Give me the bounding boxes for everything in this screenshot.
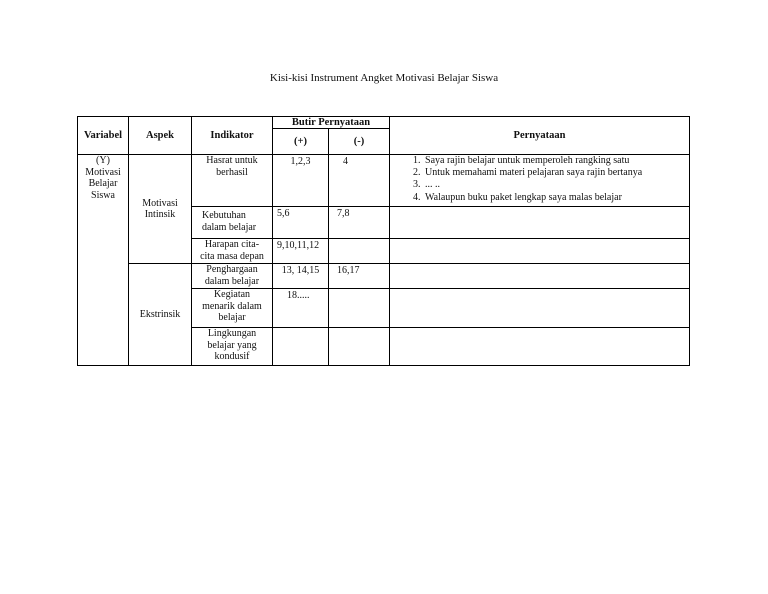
negative-value — [329, 289, 389, 290]
aspek-intrinsik: Motivasi Intinsik — [129, 155, 192, 264]
positive-value: 18..... — [287, 290, 310, 301]
statement-item: 1. Saya rajin belajar untuk memperoleh rangking satu — [423, 155, 689, 167]
statements-cell — [390, 207, 690, 239]
negative-cell — [329, 207, 390, 239]
negative-cell — [329, 239, 390, 264]
positive-value — [273, 328, 328, 329]
indikator-text: Harapan cita-cita masa depan — [200, 239, 264, 262]
positive-cell — [273, 264, 329, 289]
statements-cell — [390, 239, 690, 264]
variabel-cell: (Y) Motivasi Belajar Siswa — [78, 155, 129, 366]
positive-value: 1,2,3 — [290, 156, 311, 167]
statement-item: 4. Walaupun buku paket lengkap saya malas belajar — [423, 192, 689, 204]
indikator-text: Penghargaan dalam belajar — [204, 264, 260, 287]
indikator-cell — [192, 207, 273, 239]
negative-cell — [329, 264, 390, 289]
positive-cell — [273, 155, 329, 207]
negative-cell — [329, 289, 390, 328]
indikator-cell — [192, 155, 273, 207]
negative-cell — [329, 155, 390, 207]
header-butir-pernyataan: Butir Pernyataan — [273, 117, 390, 129]
statement-item: 2. Untuk memahami materi pelajaran saya rajin bertanya — [423, 167, 689, 179]
positive-value: 9,10,11,12 — [277, 240, 320, 251]
positive-value: 5,6 — [277, 208, 290, 219]
indikator-text: Hasrat untuk berhasil — [206, 155, 258, 178]
header-positive: (+) — [273, 129, 329, 155]
negative-value — [329, 239, 389, 240]
instrument-grid-table — [77, 116, 690, 366]
positive-cell — [273, 239, 329, 264]
indikator-text: Kegiatan menarik dalam belajar — [202, 289, 262, 323]
indikator-cell — [192, 328, 273, 366]
indikator-text: Kebutuhan dalam belajar — [202, 210, 257, 233]
document-title: Kisi-kisi Instrument Angket Motivasi Belajar Siswa — [269, 72, 499, 84]
indikator-cell — [192, 289, 273, 328]
indikator-clip — [192, 239, 272, 263]
header-negative: (-) — [329, 129, 390, 155]
positive-cell — [273, 328, 329, 366]
statements-cell — [390, 289, 690, 328]
negative-value: 7,8 — [337, 208, 350, 219]
negative-cell — [329, 328, 390, 366]
statements-cell — [390, 264, 690, 289]
indikator-clip — [192, 207, 272, 233]
positive-cell — [273, 207, 329, 239]
indikator-text: Lingkungan belajar yang kondusif — [207, 328, 257, 362]
statements-cell — [390, 328, 690, 366]
positive-cell — [273, 289, 329, 328]
header-pernyataan: Pernyataan — [390, 117, 690, 155]
negative-value: 16,17 — [337, 265, 360, 276]
indikator-clip — [192, 328, 272, 365]
indikator-cell — [192, 264, 273, 289]
statement-list — [390, 155, 689, 204]
indikator-clip — [192, 264, 272, 288]
negative-value — [329, 328, 389, 329]
aspek-ekstrinsik: Ekstrinsik — [129, 264, 192, 366]
positive-value: 13, 14,15 — [281, 265, 320, 276]
header-indikator: Indikator — [192, 117, 273, 155]
negative-value: 4 — [343, 156, 348, 167]
indikator-cell — [192, 239, 273, 264]
header-variabel: Variabel — [78, 117, 129, 155]
header-aspek: Aspek — [129, 117, 192, 155]
statement-item: 3. ... .. — [423, 179, 689, 191]
statements-cell — [390, 155, 690, 207]
